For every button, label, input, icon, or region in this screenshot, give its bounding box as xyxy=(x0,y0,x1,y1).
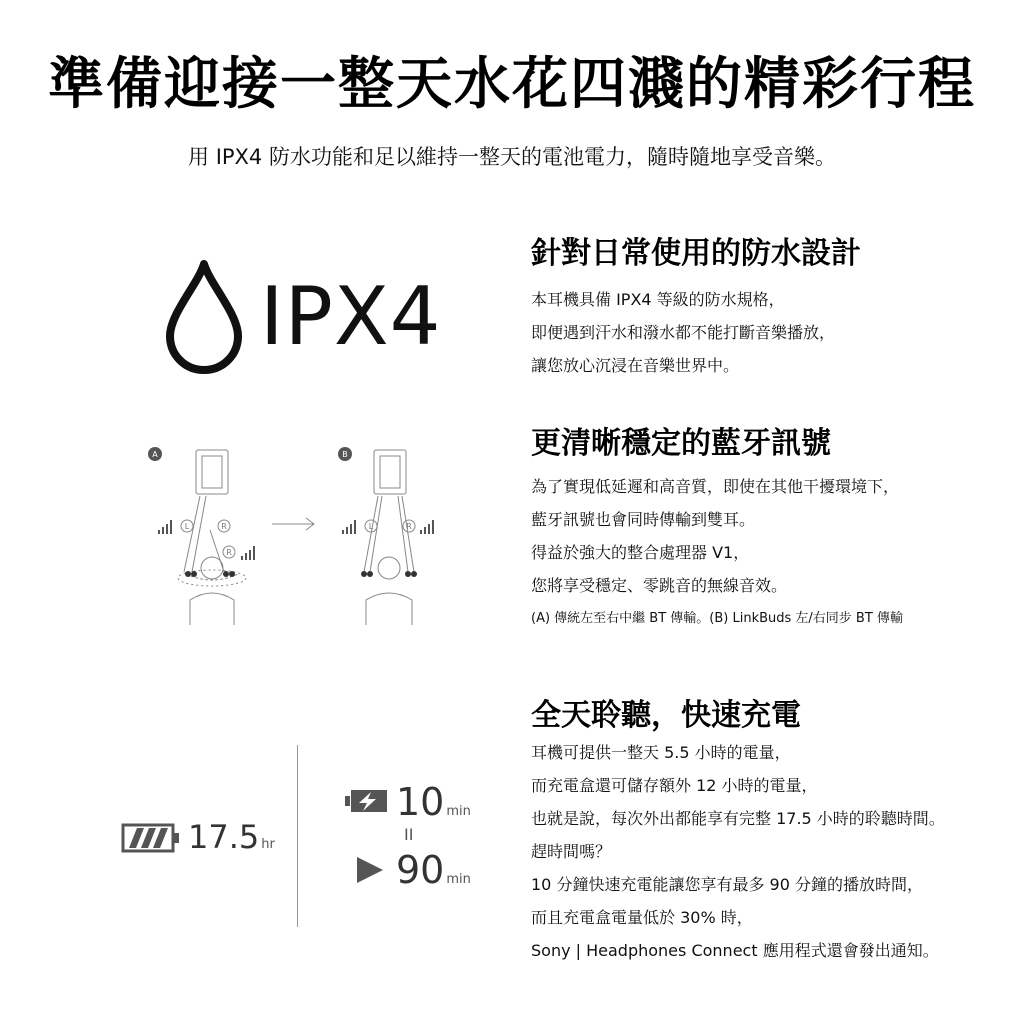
body-line: 讓您放心沉浸在音樂世界中。 xyxy=(531,356,740,375)
body-line: Sony | Headphones Connect 應用程式還會發出通知。 xyxy=(531,941,939,960)
section-body-bluetooth xyxy=(531,470,903,635)
section-body-waterproof xyxy=(531,283,835,382)
playback-unit: min xyxy=(446,872,471,887)
page-subtitle: 用 IPX4 防水功能和足以維持一整天的電池電力，隨時隨地享受音樂。 xyxy=(188,145,836,169)
ipx4-label: IPX4 xyxy=(260,270,442,363)
label-l-b: L xyxy=(368,522,374,531)
phone-a-screen xyxy=(202,456,222,488)
total-battery-value: 17.5 xyxy=(188,818,260,856)
page-title: 準備迎接一整天水花四濺的精彩行程 xyxy=(48,52,976,117)
marker-a-text: A xyxy=(152,450,158,459)
label-r-a: R xyxy=(221,522,227,531)
body-line: 而且充電盒電量低於 30% 時， xyxy=(531,908,753,927)
person-a-head xyxy=(201,557,223,579)
total-battery-readout xyxy=(188,818,275,856)
section-heading-waterproof: 針對日常使用的防水設計 xyxy=(531,236,861,271)
battery-full-icon xyxy=(121,822,181,854)
body-line: 而充電盒還可儲存額外 12 小時的電量， xyxy=(531,776,818,795)
total-battery-unit: hr xyxy=(261,837,275,852)
body-line: 即便遇到汗水和潑水都不能打斷音樂播放， xyxy=(531,323,836,342)
section-body-battery xyxy=(531,736,945,967)
section-heading-bluetooth: 更清晰穩定的藍牙訊號 xyxy=(531,426,831,461)
person-b-body xyxy=(366,593,412,625)
marker-b-text: B xyxy=(342,450,348,459)
playback-readout xyxy=(396,848,471,892)
section-heading-battery: 全天聆聽，快速充電 xyxy=(531,698,801,733)
charging-battery-icon xyxy=(345,788,389,814)
body-line: 本耳機具備 IPX4 等級的防水規格， xyxy=(531,290,785,309)
person-b-head xyxy=(378,557,400,579)
body-line: 您將享受穩定、零跳音的無線音效。 xyxy=(531,576,788,595)
body-line: 為了實現低延遲和高音質，即使在其他干擾環境下， xyxy=(531,477,900,496)
equals-sign: II xyxy=(404,825,414,844)
label-l-a: L xyxy=(184,522,190,531)
body-line: 趕時間嗎？ xyxy=(531,842,612,861)
label-r-a2: R xyxy=(226,548,232,557)
quick-charge-readout xyxy=(396,780,471,824)
person-a-body xyxy=(190,593,234,625)
quick-charge-value: 10 xyxy=(396,780,445,824)
body-line: 10 分鐘快速充電能讓您享有最多 90 分鐘的播放時間， xyxy=(531,875,923,894)
label-r-b: R xyxy=(406,522,412,531)
diagram-caption: (A) 傳統左至右中繼 BT 傳輸。(B) LinkBuds 左/右同步 BT 傳輸 xyxy=(531,611,903,626)
bluetooth-transmission-diagram xyxy=(140,440,460,630)
vertical-divider xyxy=(297,745,298,927)
playback-value: 90 xyxy=(396,848,445,892)
quick-charge-unit: min xyxy=(446,804,471,819)
body-line: 得益於強大的整合處理器 V1， xyxy=(531,543,750,562)
phone-b-outline xyxy=(374,450,406,494)
play-icon xyxy=(355,855,385,885)
phone-b-screen xyxy=(380,456,400,488)
phone-a-outline xyxy=(196,450,228,494)
body-line: 耳機可提供一整天 5.5 小時的電量， xyxy=(531,743,791,762)
body-line: 藍牙訊號也會同時傳輸到雙耳。 xyxy=(531,510,756,529)
body-line: 也就是說，每次外出都能享有完整 17.5 小時的聆聽時間。 xyxy=(531,809,945,828)
water-drop-icon xyxy=(164,258,244,376)
